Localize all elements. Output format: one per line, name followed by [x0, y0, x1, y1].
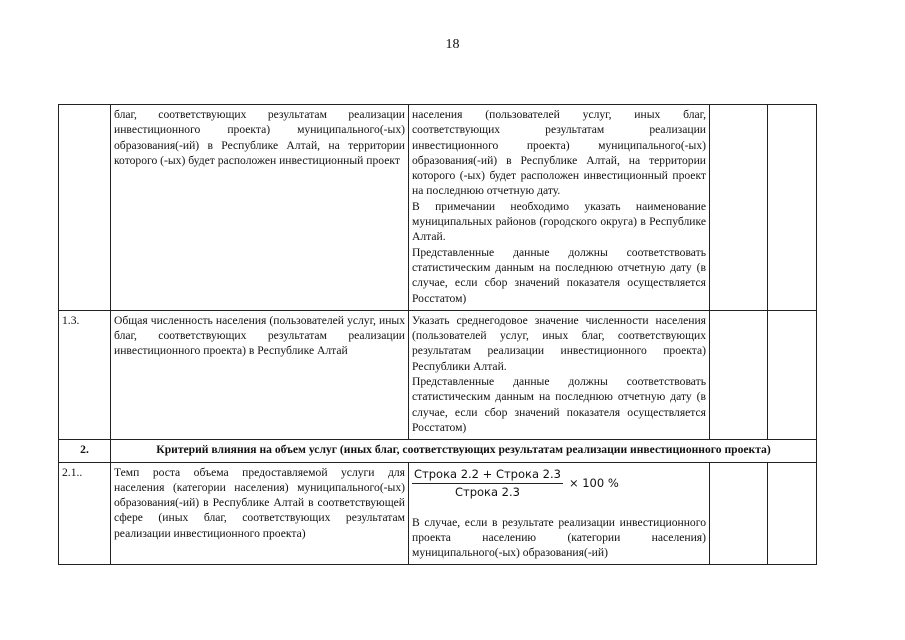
formula-numerator: Строка 2.2 + Строка 2.3	[412, 467, 563, 484]
spacer	[412, 503, 706, 515]
criteria-table	[58, 104, 817, 565]
growth-rate-formula	[412, 465, 706, 503]
section-number: 2.	[59, 440, 111, 462]
method-paragraph: В примечании необходимо указать наименование муниципальных районов (городского округа) в Республике Алтай.	[412, 199, 706, 244]
table-row-1-3	[59, 310, 817, 439]
empty-cell	[710, 462, 768, 565]
section-header-row	[59, 440, 817, 462]
empty-cell	[768, 462, 817, 565]
formula-denominator: Строка 2.3	[454, 485, 520, 500]
row-number-cell	[59, 105, 111, 311]
criterion-cell: благ, соответствующих результатам реализации инвестиционного проекта) муниципального(-ых) образования(-ий) в Республике Алтай, на территории которого (-ых) будет расположен инвестиционный проект	[111, 105, 409, 311]
method-paragraph: Представленные данные должны соответствовать статистическим данным на последнюю отчетную дату (в случае, если сбор значений показателя осуществляется Росстатом)	[412, 245, 706, 305]
criterion-cell: Темп роста объема предоставляемой услуги для населения (категории населения) муниципального(-ых) образования(-ий) в Республике Алтай в соответствующей сфере (иных благ, соответствующих результатам реализации инвестиционного проекта)	[111, 462, 409, 565]
criterion-cell: Общая численность населения (пользователей услуг, иных благ, соответствующих результатам реализации инвестиционного проекта) в Республике Алтай	[111, 310, 409, 439]
section-title: Критерий влияния на объем услуг (иных благ, соответствующих результатам реализации инвестиционного проекта)	[111, 440, 817, 462]
formula-fraction	[412, 467, 563, 501]
table-row-continuation	[59, 105, 817, 311]
empty-cell	[768, 105, 817, 311]
formula-multiplier: × 100 %	[568, 475, 619, 490]
row-number-cell: 1.3.	[59, 310, 111, 439]
method-cell	[409, 310, 710, 439]
method-paragraph: Указать среднегодовое значение численности населения (пользователей услуг, иных благ, соответствующих результатам реализации инвестиционного проекта) Республики Алтай.	[412, 313, 706, 373]
empty-cell	[710, 105, 768, 311]
row-number-cell: 2.1..	[59, 462, 111, 565]
method-paragraph: В случае, если в результате реализации инвестиционного проекта населению (категории населения) муниципального(-ых) образования(-ий)	[412, 515, 706, 560]
method-cell	[409, 105, 710, 311]
table-row-2-1	[59, 462, 817, 565]
method-paragraph: населения (пользователей услуг, иных благ, соответствующих результатам реализации инвестиционного проекта) муниципального(-ых) образования(-ий) в Республике Алтай, на территории которого (-ых) будет расположен инвестиционный проект на последнюю отчетную дату.	[412, 108, 706, 198]
method-cell	[409, 462, 710, 565]
empty-cell	[768, 310, 817, 439]
method-paragraph: Представленные данные должны соответствовать статистическим данным на последнюю отчетную дату (в случае, если сбор значений показателя осуществляется Росстатом)	[412, 375, 706, 434]
page-number: 18	[445, 37, 460, 52]
empty-cell	[710, 310, 768, 439]
